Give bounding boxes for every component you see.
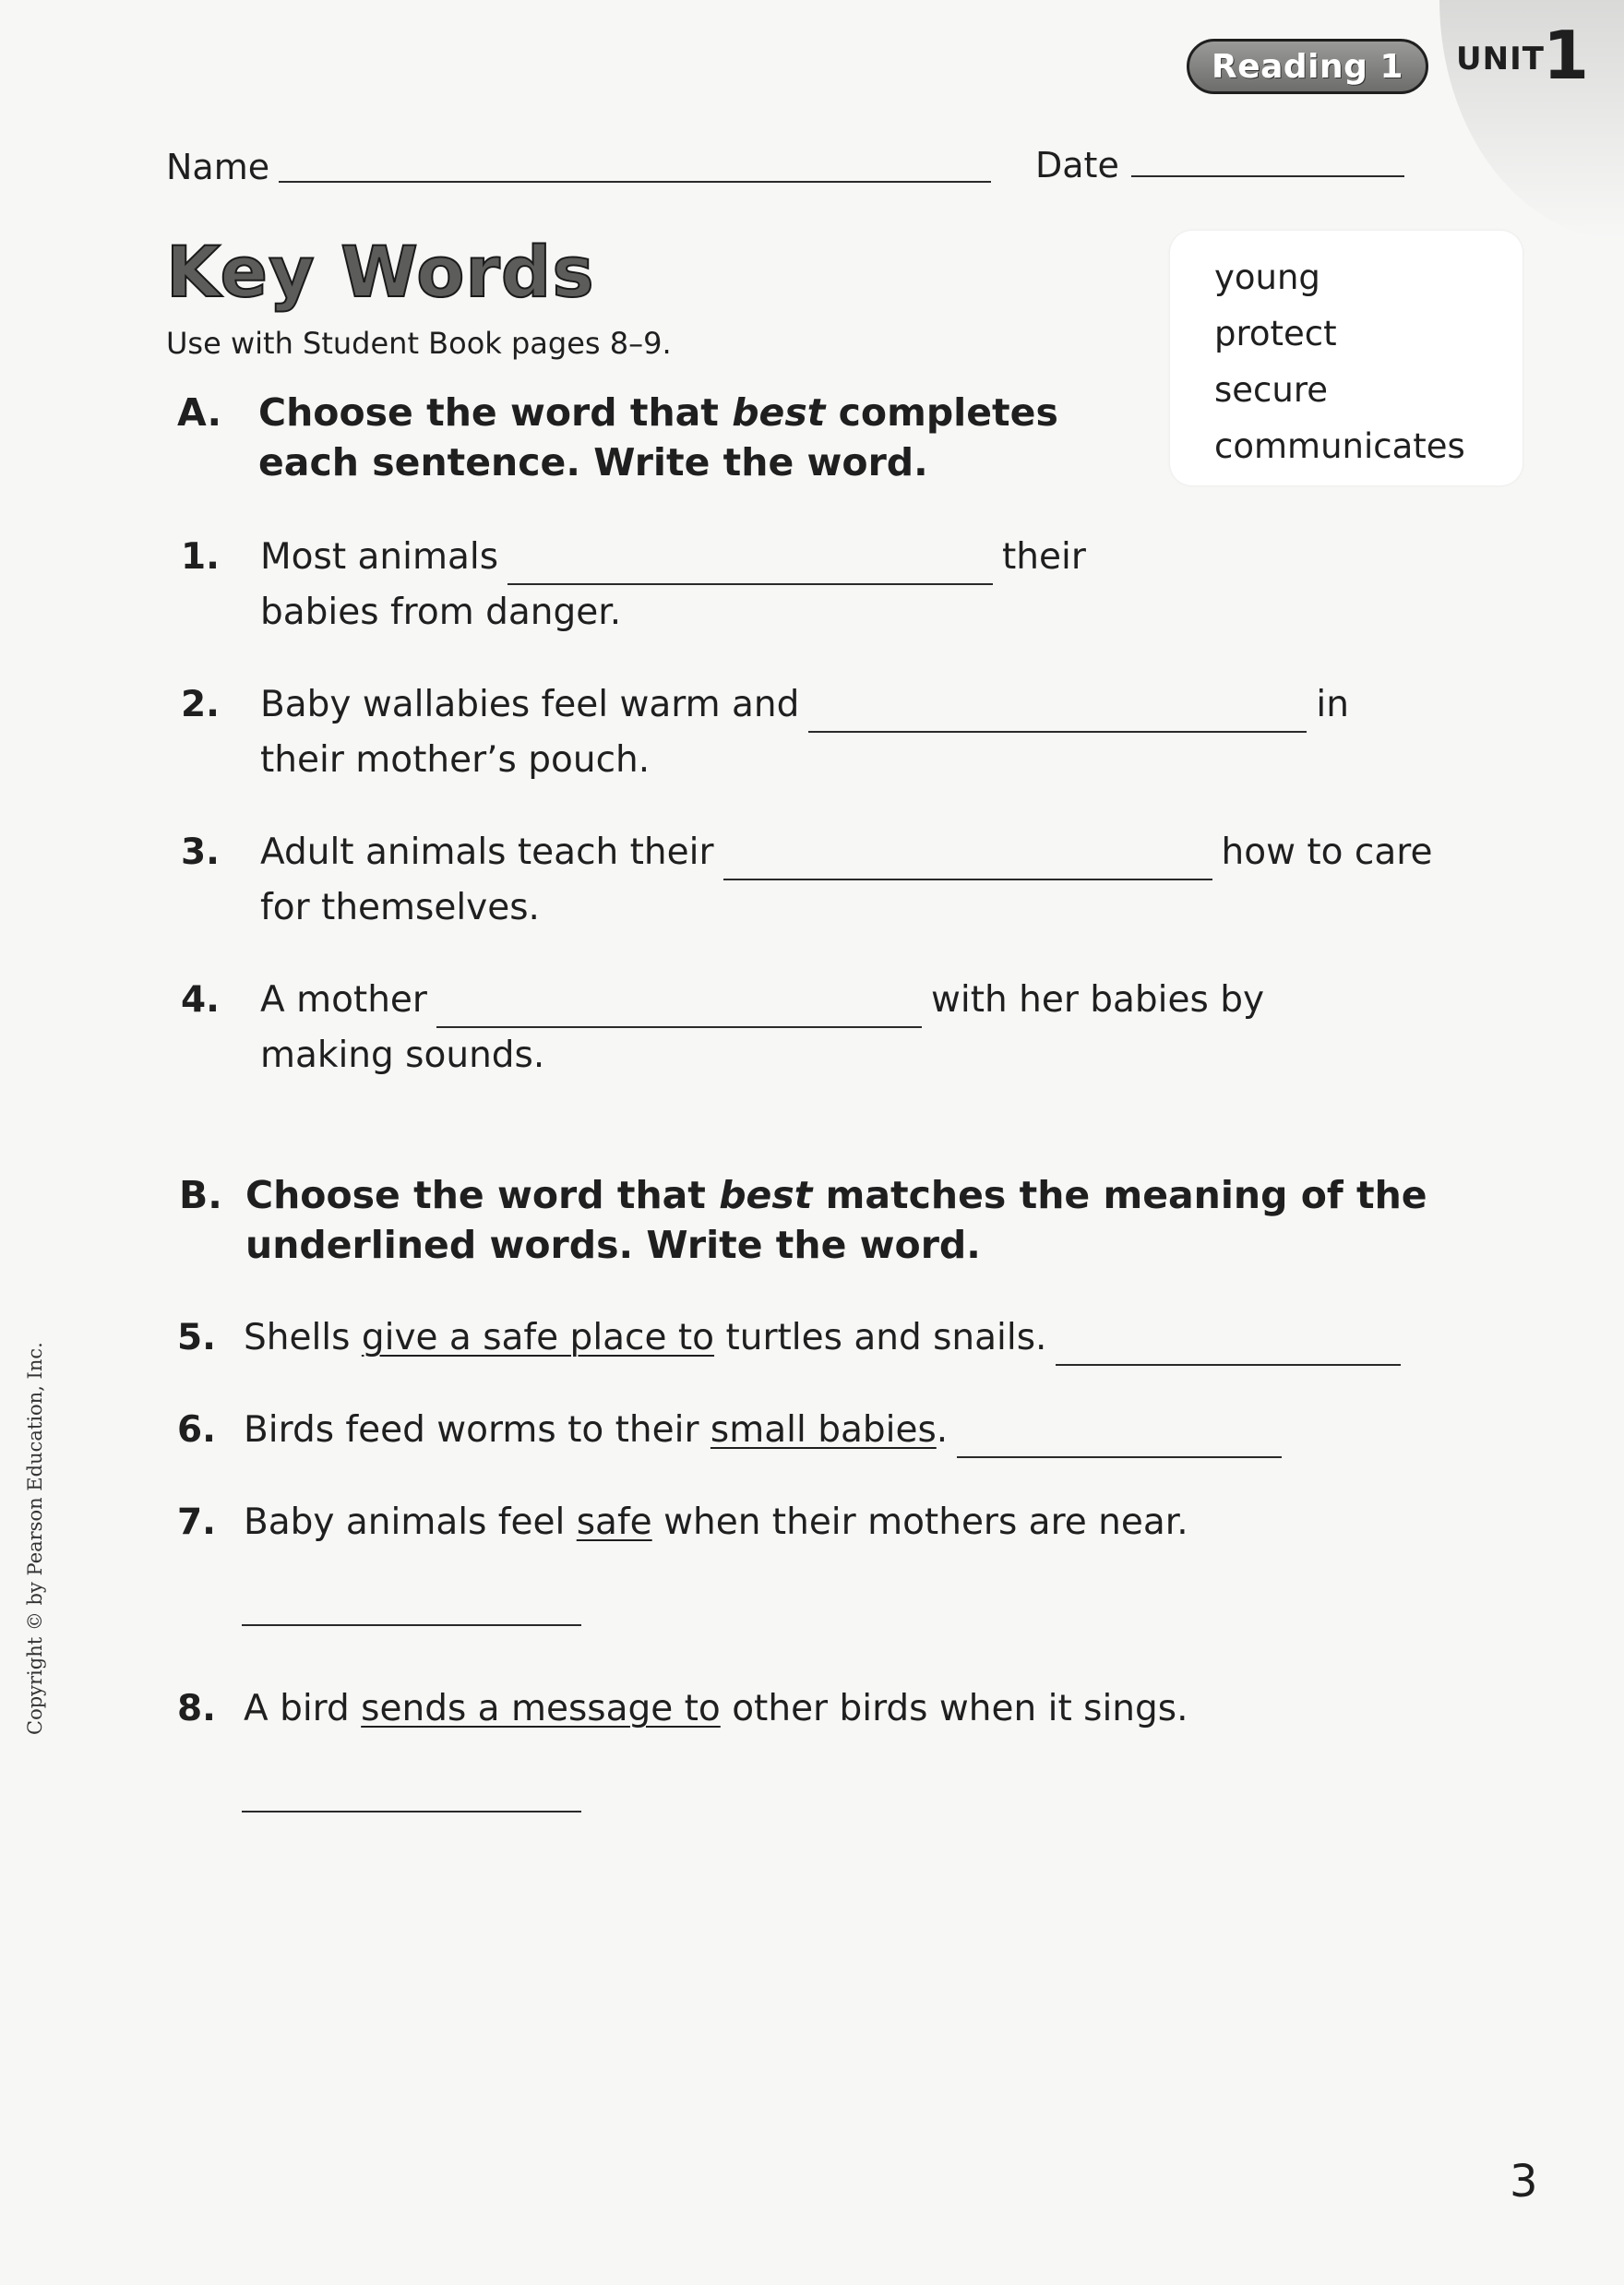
question-item — [177, 1310, 1469, 1366]
date-field[interactable] — [1131, 175, 1404, 177]
question-number: 8. — [177, 1688, 216, 1729]
section-b-line1 — [245, 1170, 1427, 1220]
section-b-emphasis: best — [719, 1173, 813, 1217]
page-number: 3 — [1510, 2156, 1538, 2207]
question-number: 4. — [181, 979, 220, 1021]
question-number: 5. — [177, 1317, 216, 1358]
question-item — [177, 1403, 1469, 1458]
section-b-instructions — [179, 1170, 1471, 1281]
question-text: for themselves. — [260, 887, 540, 928]
section-b-letter: B. — [179, 1173, 222, 1217]
copyright-notice: Copyright © by Pearson Education, Inc. — [24, 1342, 46, 1735]
word-bank — [1170, 231, 1522, 485]
question-text: their mother’s pouch. — [260, 739, 651, 781]
question-text: A mother — [260, 979, 427, 1021]
question-text: other birds when it sings. — [720, 1688, 1188, 1729]
question-text: with her babies by — [930, 979, 1265, 1021]
underlined-phrase: sends a message to — [361, 1688, 721, 1729]
section-a-text: completes — [825, 390, 1058, 435]
question-text: turtles and snails. — [714, 1317, 1047, 1358]
question-text: Birds feed worms to their — [244, 1409, 710, 1451]
question-number: 2. — [181, 684, 220, 725]
question-item — [181, 825, 1473, 936]
question-item — [177, 1681, 1469, 1737]
word-bank-item: communicates — [1214, 426, 1465, 466]
question-text: Most animals — [260, 536, 499, 578]
page-title: Key Words — [166, 231, 595, 313]
question-item — [181, 677, 1473, 788]
underlined-phrase: safe — [576, 1501, 652, 1543]
answer-blank[interactable] — [808, 692, 1307, 733]
question-text: their — [1002, 536, 1086, 578]
question-item — [181, 973, 1473, 1083]
underlined-phrase: give a safe place to — [361, 1317, 715, 1358]
answer-blank[interactable] — [436, 987, 922, 1028]
section-b-line2: underlined words. Write the word. — [245, 1223, 981, 1267]
word-bank-item: secure — [1214, 370, 1328, 410]
question-text: when their mothers are near. — [651, 1501, 1188, 1543]
word-bank-item: protect — [1214, 314, 1337, 353]
section-a-instructions — [177, 388, 1058, 498]
question-text: Baby wallabies feel warm and — [260, 684, 800, 725]
question-item — [181, 530, 1473, 640]
reading-tag: Reading 1 — [1187, 39, 1428, 94]
answer-blank[interactable] — [242, 1624, 581, 1626]
section-b-text: matches the meaning of the — [812, 1173, 1427, 1217]
answer-blank[interactable] — [723, 840, 1212, 880]
question-number: 6. — [177, 1409, 216, 1451]
date-label: Date — [1035, 145, 1119, 185]
corner-decoration — [1439, 0, 1624, 240]
question-number: 3. — [181, 831, 220, 873]
underlined-phrase: small babies — [710, 1409, 937, 1451]
question-text: . — [936, 1409, 949, 1451]
question-text: Adult animals teach their — [260, 831, 714, 873]
name-label: Name — [166, 147, 270, 187]
unit-label: UNIT — [1456, 41, 1545, 78]
section-a-line1 — [258, 388, 1058, 437]
question-item — [177, 1495, 1469, 1550]
section-a-text: Choose the word that — [258, 390, 733, 435]
unit-number: 1 — [1543, 17, 1590, 94]
question-number: 1. — [181, 536, 220, 578]
section-a-letter: A. — [177, 390, 222, 435]
answer-blank[interactable] — [957, 1418, 1282, 1458]
answer-blank[interactable] — [1056, 1325, 1401, 1366]
question-text: in — [1316, 684, 1349, 725]
question-text: making sounds. — [260, 1035, 545, 1076]
page-subtitle: Use with Student Book pages 8–9. — [166, 326, 672, 361]
question-number: 7. — [177, 1501, 216, 1543]
word-bank-item: young — [1214, 257, 1320, 297]
question-text: babies from danger. — [260, 592, 622, 633]
section-b-text: Choose the word that — [245, 1173, 720, 1217]
answer-blank[interactable] — [242, 1811, 581, 1812]
name-field[interactable] — [279, 181, 991, 183]
section-a-emphasis: best — [732, 390, 826, 435]
section-a-line2: each sentence. Write the word. — [258, 440, 928, 485]
question-text: Baby animals feel — [244, 1501, 577, 1543]
question-text: Shells — [244, 1317, 362, 1358]
answer-blank[interactable] — [508, 544, 993, 585]
question-text: how to care — [1221, 831, 1433, 873]
question-text: A bird — [244, 1688, 362, 1729]
